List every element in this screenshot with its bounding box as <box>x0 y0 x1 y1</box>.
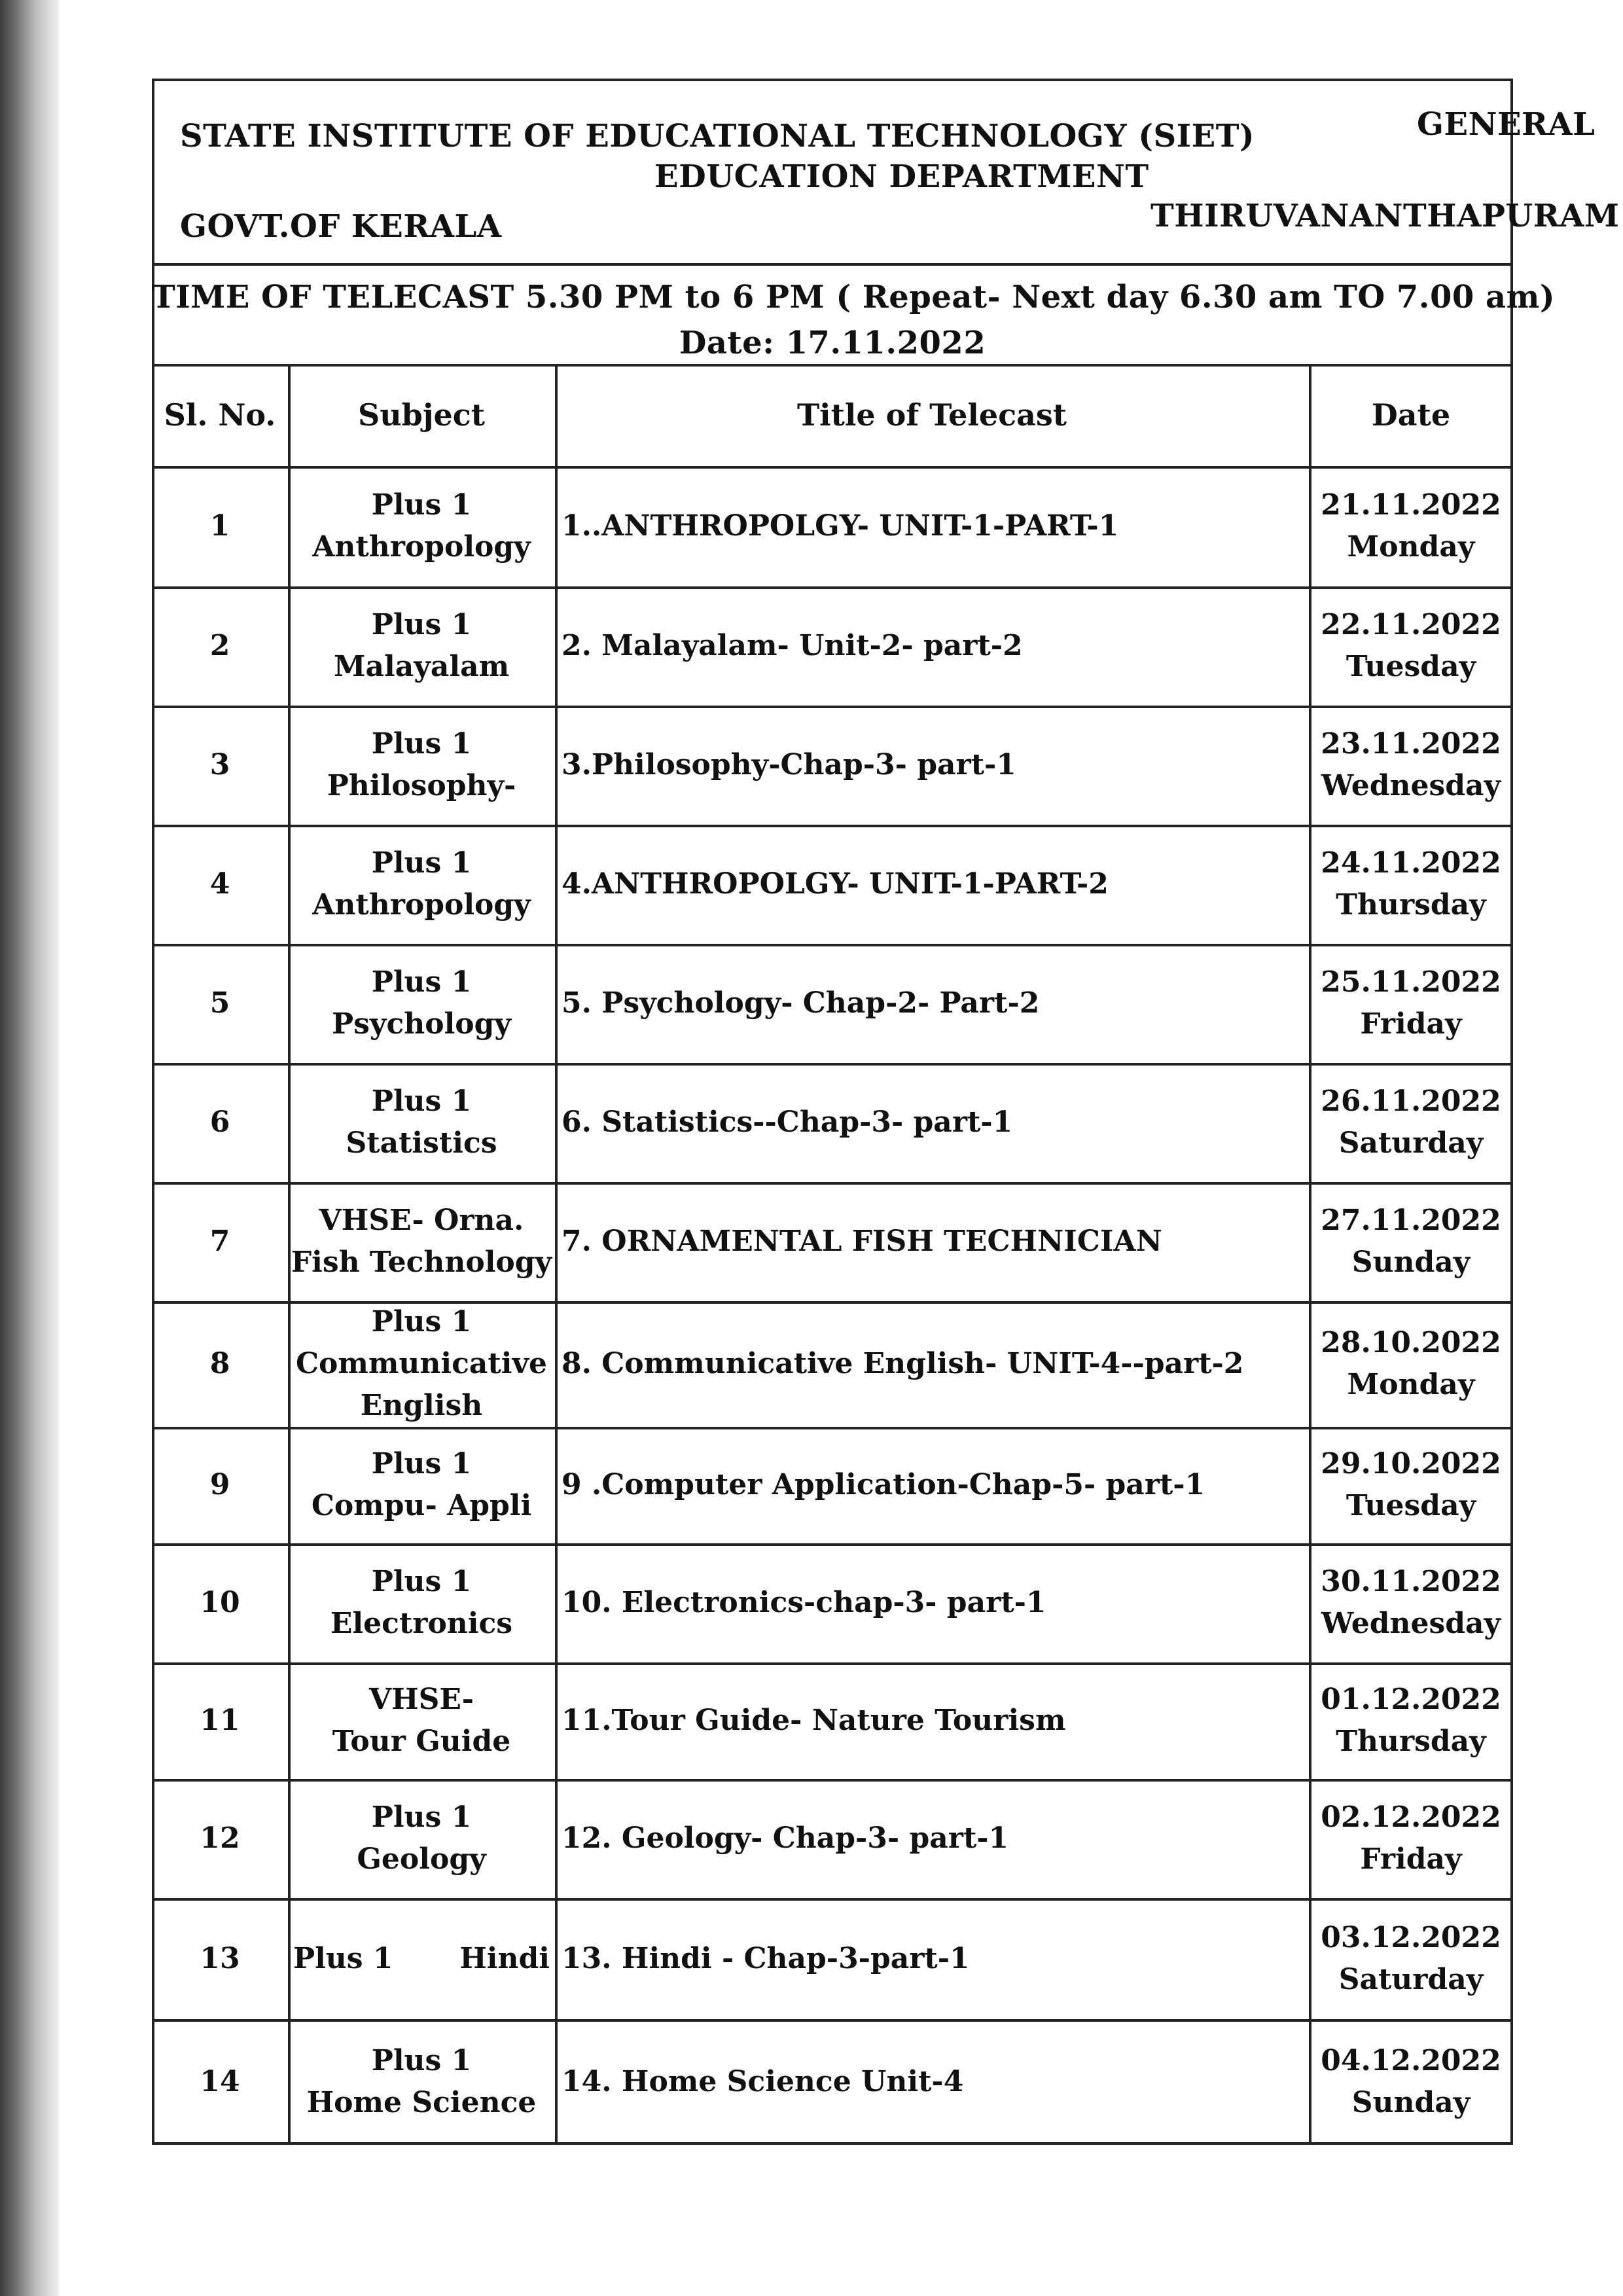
subject-cell <box>288 706 555 825</box>
telecast-weekday: Saturday <box>1338 1126 1484 1160</box>
serial-number: 1 <box>209 509 230 543</box>
telecast-title: 6. Statistics--Chap-3- part-1 <box>562 1105 1013 1139</box>
subject-cell <box>288 1182 555 1301</box>
telecast-weekday: Sunday <box>1351 2086 1471 2119</box>
serial-number: 10 <box>200 1586 240 1620</box>
subject-line: Hindi <box>459 1941 550 1975</box>
subject-cell <box>288 1779 555 1898</box>
telecast-date-value: 22.11.2022 <box>1321 608 1501 642</box>
header-divider <box>152 263 1513 266</box>
telecast-date-value: 04.12.2022 <box>1321 2044 1501 2078</box>
date-cell <box>1309 2019 1513 2145</box>
telecast-weekday: Friday <box>1360 1842 1462 1876</box>
subject-line: Plus 1 <box>293 1941 393 1975</box>
subject-line: English <box>360 1388 483 1422</box>
date-cell <box>1309 1543 1513 1662</box>
date-cell <box>1309 1898 1513 2019</box>
subject-line: Geology <box>357 1842 486 1876</box>
institute-name: STATE INSTITUTE OF EDUCATIONAL TECHNOLOGY (SIET) <box>180 118 1255 154</box>
telecast-date-value: 24.11.2022 <box>1321 846 1501 880</box>
telecast-weekday: Thursday <box>1336 1725 1486 1758</box>
telecast-date-value: 27.11.2022 <box>1321 1204 1501 1238</box>
telecast-title: 7. ORNAMENTAL FISH TECHNICIAN <box>562 1225 1162 1259</box>
subject-line: VHSE- Orna. <box>319 1204 524 1238</box>
telecast-date-value: 21.11.2022 <box>1321 488 1501 522</box>
column-header: Title of Telecast <box>796 397 1067 433</box>
subject-line: Anthropology <box>312 888 531 922</box>
telecast-title: 9 .Computer Application-Chap-5- part-1 <box>562 1468 1205 1502</box>
date-cell <box>1309 944 1513 1063</box>
telecast-weekday: Tuesday <box>1346 650 1476 683</box>
subject-line: Communicative <box>295 1347 548 1381</box>
subject-cell <box>288 1301 555 1427</box>
category-label: GENERAL <box>1417 106 1596 143</box>
subject-cell <box>288 466 555 586</box>
serial-number: 5 <box>209 986 230 1020</box>
subject-cell <box>288 1427 555 1543</box>
telecast-title: 2. Malayalam- Unit-2- part-2 <box>562 629 1023 663</box>
subject-line: Philosophy- <box>327 769 516 802</box>
subject-cell <box>288 1543 555 1662</box>
telecast-title: 5. Psychology- Chap-2- Part-2 <box>562 986 1040 1020</box>
telecast-weekday: Thursday <box>1336 888 1486 922</box>
subject-line: Plus 1 <box>371 1801 472 1835</box>
column-header: Date <box>1371 397 1451 433</box>
subject-line: Plus 1 <box>371 1447 472 1481</box>
telecast-weekday: Tuesday <box>1346 1489 1476 1522</box>
date-cell <box>1309 1182 1513 1301</box>
telecast-date-value: 28.10.2022 <box>1321 1326 1501 1360</box>
serial-number: 7 <box>209 1225 230 1259</box>
govt-label: GOVT.OF KERALA <box>180 208 502 245</box>
subject-line: Psychology <box>332 1007 511 1041</box>
telecast-title: 14. Home Science Unit-4 <box>562 2065 964 2099</box>
subject-line: Compu- Appli <box>311 1489 532 1522</box>
telecast-title: 8. Communicative English- UNIT-4--part-2 <box>562 1347 1244 1381</box>
telecast-date-value: 29.10.2022 <box>1321 1447 1501 1481</box>
telecast-date-value: 30.11.2022 <box>1321 1565 1501 1599</box>
telecast-date-value: 23.11.2022 <box>1321 727 1501 761</box>
subject-cell <box>288 1063 555 1182</box>
scan-edge-shadow <box>0 0 59 2296</box>
date-cell <box>1309 466 1513 586</box>
subject-line: Statistics <box>346 1126 497 1160</box>
telecast-weekday: Friday <box>1360 1007 1462 1041</box>
serial-number: 13 <box>200 1941 240 1975</box>
telecast-title: 11.Tour Guide- Nature Tourism <box>562 1704 1066 1738</box>
date-cell <box>1309 825 1513 944</box>
telecast-title: 12. Geology- Chap-3- part-1 <box>562 1821 1009 1856</box>
subject-line: VHSE- <box>368 1683 474 1717</box>
subject-cell <box>288 2019 555 2145</box>
telecast-weekday: Wednesday <box>1321 1607 1501 1640</box>
subject-line: Tour Guide <box>332 1725 511 1758</box>
serial-number: 12 <box>200 1821 240 1856</box>
telecast-date-value: 01.12.2022 <box>1321 1683 1501 1717</box>
subject-cell <box>288 825 555 944</box>
serial-number: 11 <box>200 1704 240 1738</box>
subject-line: Plus 1 <box>371 1085 472 1119</box>
subject-line: Home Science <box>306 2086 537 2119</box>
subject-cell <box>288 1898 555 2019</box>
subject-cell <box>288 586 555 706</box>
telecast-date-value: 03.12.2022 <box>1321 1920 1501 1954</box>
subject-cell <box>288 944 555 1063</box>
date-cell <box>1309 1301 1513 1427</box>
date-cell <box>1309 1662 1513 1779</box>
subject-line: Plus 1 <box>371 1305 472 1339</box>
telecast-date-value: 26.11.2022 <box>1321 1085 1501 1119</box>
telecast-title: 4.ANTHROPOLGY- UNIT-1-PART-2 <box>562 867 1109 901</box>
serial-number: 4 <box>209 867 230 901</box>
subject-line: Plus 1 <box>371 965 472 999</box>
subject-line: Plus 1 <box>371 846 472 880</box>
date-cell <box>1309 1779 1513 1898</box>
serial-number: 2 <box>209 629 230 663</box>
date-cell <box>1309 706 1513 825</box>
serial-number: 14 <box>200 2065 240 2099</box>
telecast-title: 10. Electronics-chap-3- part-1 <box>562 1586 1046 1620</box>
subject-line: Fish Technology <box>291 1246 552 1279</box>
column-header: Subject <box>358 397 485 433</box>
telecast-weekday: Monday <box>1347 530 1475 564</box>
subject-line: Electronics <box>330 1607 513 1640</box>
subject-line: Plus 1 <box>371 727 472 761</box>
telecast-weekday: Sunday <box>1351 1246 1471 1279</box>
subject-line: Anthropology <box>312 530 531 564</box>
subject-line: Plus 1 <box>371 2044 472 2078</box>
subject-cell <box>288 1662 555 1779</box>
date-cell <box>1309 586 1513 706</box>
serial-number: 6 <box>209 1105 230 1139</box>
telecast-title: 13. Hindi - Chap-3-part-1 <box>562 1941 970 1975</box>
telecast-weekday: Wednesday <box>1321 769 1501 802</box>
telecast-date-value: 25.11.2022 <box>1321 965 1501 999</box>
telecast-time: TIME OF TELECAST 5.30 PM to 6 PM ( Repeat- Next day 6.30 am TO 7.00 am) <box>152 279 1556 315</box>
department-name: EDUCATION DEPARTMENT <box>654 158 1149 195</box>
telecast-date: Date: 17.11.2022 <box>679 325 986 361</box>
telecast-weekday: Saturday <box>1338 1962 1484 1996</box>
date-cell <box>1309 1427 1513 1543</box>
serial-number: 9 <box>209 1468 230 1502</box>
serial-number: 8 <box>209 1347 230 1381</box>
telecast-title: 3.Philosophy-Chap-3- part-1 <box>562 748 1016 782</box>
subject-line: Malayalam <box>333 650 510 683</box>
telecast-title: 1..ANTHROPOLGY- UNIT-1-PART-1 <box>562 509 1119 543</box>
serial-number: 3 <box>209 748 230 782</box>
column-header: Sl. No. <box>164 397 276 433</box>
subject-line: Plus 1 <box>371 1565 472 1599</box>
telecast-weekday: Monday <box>1347 1368 1475 1401</box>
city-label: THIRUVANANTHAPURAM <box>1150 198 1620 234</box>
date-cell <box>1309 1063 1513 1182</box>
telecast-date-value: 02.12.2022 <box>1321 1801 1501 1835</box>
subject-line: Plus 1 <box>371 608 472 642</box>
subject-line: Plus 1 <box>371 488 472 522</box>
